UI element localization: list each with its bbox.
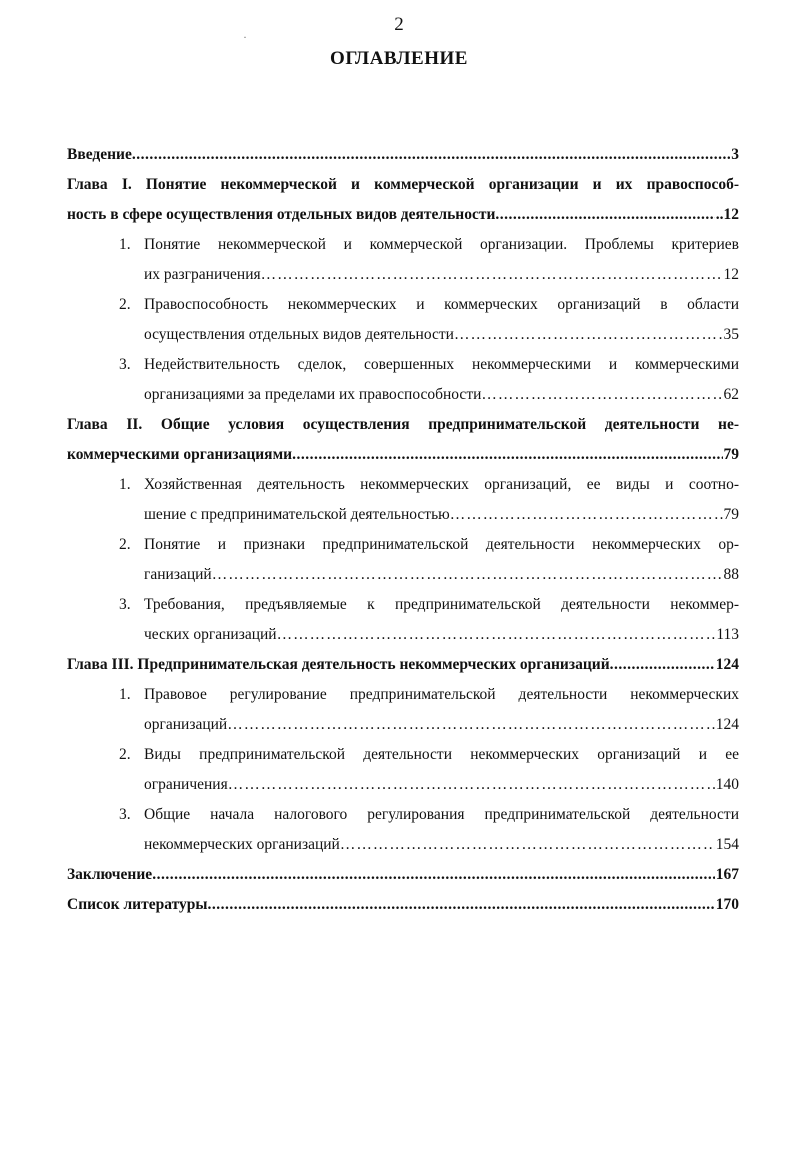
- toc-entry-conclusion[interactable]: [67, 860, 739, 890]
- toc-entry-label: шение с предпринимательской деятельностью: [144, 506, 450, 523]
- section-number: 3.: [119, 356, 131, 373]
- toc-entry-label: Понятие и признаки предпринимательской деятельности некоммерческих ор-: [144, 536, 739, 553]
- dot-leader: [277, 620, 716, 650]
- toc-entry-label: ганизаций: [144, 566, 212, 583]
- toc-page-number: 79: [723, 506, 739, 523]
- section-number: 3.: [119, 806, 131, 823]
- toc-section-3-1-line-1[interactable]: [67, 680, 739, 710]
- section-number: 1.: [119, 236, 131, 253]
- dot-leader: [292, 440, 722, 470]
- section-number: 3.: [119, 596, 131, 613]
- toc-section-2-3-line-2[interactable]: [67, 620, 739, 650]
- section-number: 1.: [119, 686, 131, 703]
- dot-leader: [454, 320, 723, 350]
- toc-entry-label: ность в сфере осуществления отдельных видов деятельности: [67, 206, 496, 223]
- section-number: 2.: [119, 296, 131, 313]
- toc-entry-label: организациями за пределами их правоспособности: [144, 386, 482, 403]
- toc-entry-label: некоммерческих организаций: [144, 836, 340, 853]
- toc-entry-label: Глава III. Предпринимательская деятельность некоммерческих организаций: [67, 656, 610, 673]
- dot-leader: [261, 260, 723, 290]
- toc-entry-intro[interactable]: [67, 140, 739, 170]
- toc-page-number: 140: [715, 776, 739, 793]
- toc-page-number: 35: [723, 326, 739, 343]
- dot-leader: [481, 380, 722, 410]
- section-number: 2.: [119, 536, 131, 553]
- toc-entry-label: Введение: [67, 146, 132, 163]
- table-of-contents: [67, 140, 739, 920]
- toc-chapter-1-line-2[interactable]: [67, 200, 739, 230]
- dot-leader: [495, 200, 714, 230]
- toc-chapter-2-line-1[interactable]: Глава II. Общие условия осуществления предпринимательской деятельности не-: [67, 416, 739, 433]
- toc-page-number: 79: [723, 446, 739, 463]
- toc-entry-label: Список литературы: [67, 896, 208, 913]
- toc-section-1-1-line-2[interactable]: [67, 260, 739, 290]
- toc-page-number: 124: [715, 716, 739, 733]
- toc-page-number: 3: [731, 146, 739, 163]
- toc-chapter-3[interactable]: [67, 650, 739, 680]
- toc-section-3-3-line-2[interactable]: [67, 830, 739, 860]
- toc-chapter-2-line-2[interactable]: [67, 440, 739, 470]
- dot-leader: [610, 650, 715, 680]
- toc-entry-label: осуществления отдельных видов деятельности: [144, 326, 454, 343]
- toc-page-number: 154: [715, 836, 739, 853]
- toc-entry-label: Хозяйственная деятельность некоммерческих организаций, ее виды и соотно-: [144, 476, 739, 493]
- dot-leader: [132, 140, 730, 170]
- toc-entry-label: ограничения: [144, 776, 228, 793]
- toc-section-3-3-line-1[interactable]: [67, 800, 739, 830]
- toc-section-3-1-line-2[interactable]: [67, 710, 739, 740]
- dot-leader: [340, 830, 715, 860]
- toc-chapter-1-line-1[interactable]: Глава I. Понятие некоммерческой и коммерческой организации и их правоспособ-: [67, 176, 739, 193]
- toc-page-number: ..12: [715, 206, 739, 223]
- toc-section-1-3-line-2[interactable]: [67, 380, 739, 410]
- toc-section-2-3-line-1[interactable]: [67, 590, 739, 620]
- toc-section-3-2-line-2[interactable]: [67, 770, 739, 800]
- toc-section-1-3-line-1[interactable]: [67, 350, 739, 380]
- toc-page-number: 88: [723, 566, 739, 583]
- toc-page-number: 124: [715, 656, 739, 673]
- toc-section-1-2-line-1[interactable]: [67, 290, 739, 320]
- toc-entry-label: Требования, предъявляемые к предпринимательской деятельности некоммер-: [144, 596, 739, 613]
- toc-entry-label: организаций: [144, 716, 228, 733]
- toc-page-number: 62: [723, 386, 739, 403]
- dot-leader: [450, 500, 723, 530]
- toc-section-2-2-line-2[interactable]: [67, 560, 739, 590]
- toc-entry-label: Правоспособность некоммерческих и коммерческих организаций в области: [144, 296, 739, 313]
- page-number: 2: [394, 14, 404, 35]
- toc-entry-label: ческих организаций: [144, 626, 277, 643]
- scan-speck: ·: [243, 30, 247, 44]
- toc-page-number: 113: [716, 626, 739, 643]
- toc-entry-label: Заключение: [67, 866, 153, 883]
- section-number: 2.: [119, 746, 131, 763]
- dot-leader: [228, 770, 715, 800]
- toc-section-3-2-line-1[interactable]: [67, 740, 739, 770]
- dot-leader: [152, 860, 715, 890]
- toc-page-number: 170: [715, 896, 739, 913]
- dot-leader: [207, 890, 714, 920]
- toc-entry-label: Недействительность сделок, совершенных некоммерческими и коммерческими: [144, 356, 739, 373]
- toc-section-2-1-line-2[interactable]: [67, 500, 739, 530]
- toc-entry-label: их разграничения: [144, 266, 261, 283]
- toc-entry-label: Понятие некоммерческой и коммерческой организации. Проблемы критериев: [144, 236, 739, 253]
- toc-section-1-1-line-1[interactable]: [67, 230, 739, 260]
- section-number: 1.: [119, 476, 131, 493]
- toc-entry-label: коммерческими организациями: [67, 446, 293, 463]
- toc-entry-bibliography[interactable]: [67, 890, 739, 920]
- page-title: ОГЛАВЛЕНИЕ: [330, 48, 468, 69]
- toc-section-2-1-line-1[interactable]: [67, 470, 739, 500]
- toc-section-2-2-line-1[interactable]: [67, 530, 739, 560]
- dot-leader: [227, 710, 715, 740]
- toc-entry-label: Виды предпринимательской деятельности некоммерческих организаций и ее: [144, 746, 739, 763]
- dot-leader: [212, 560, 723, 590]
- toc-section-1-2-line-2[interactable]: [67, 320, 739, 350]
- toc-entry-label: Правовое регулирование предпринимательской деятельности некоммерческих: [144, 686, 739, 703]
- toc-page-number: 12: [723, 266, 739, 283]
- toc-page-number: 167: [715, 866, 739, 883]
- toc-entry-label: Общие начала налогового регулирования предпринимательской деятельности: [144, 806, 739, 823]
